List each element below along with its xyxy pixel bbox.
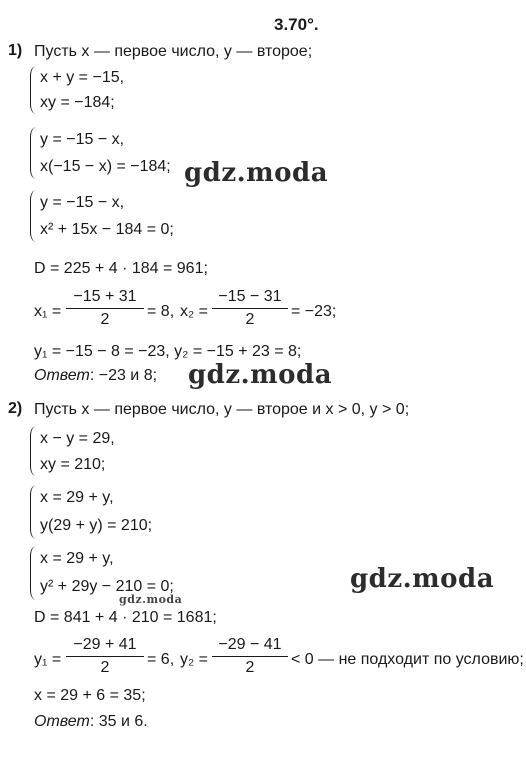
equation: xy = −184; (40, 94, 115, 111)
discriminant: D = 225 + 4 · 184 = 961; (34, 260, 208, 277)
x-value: x = 29 + 6 = 35; (34, 687, 146, 704)
root-fraction (66, 288, 144, 329)
root-result: = 8, (147, 303, 175, 320)
answer-label: Ответ (34, 713, 90, 730)
answer (34, 366, 157, 386)
denominator: 2 (100, 659, 110, 676)
numerator: −29 + 41 (66, 636, 144, 657)
watermark: gdz.moda (188, 360, 333, 390)
y-values: y₁ = −15 − 8 = −23, y₂ = −15 + 23 = 8; (34, 343, 302, 360)
system-brace (30, 190, 37, 242)
numerator: −15 − 31 (212, 288, 288, 309)
answer-value: : 35 и 6. (89, 713, 148, 730)
watermark: gdz.moda (184, 158, 329, 188)
equation: x(−15 − x) = −184; (40, 158, 171, 175)
equation: xy = 210; (40, 456, 106, 473)
watermark: gdz.moda (350, 564, 495, 594)
equation: x = 29 + y, (40, 550, 114, 567)
equation: x + y = −15, (40, 69, 125, 86)
root-fraction (212, 288, 288, 329)
exercise-number: 3.70°. (274, 15, 319, 34)
root-result: = −23; (291, 303, 337, 320)
system-brace (30, 66, 37, 114)
equation: y = −15 − x, (40, 194, 125, 211)
numerator: −15 + 31 (66, 288, 144, 309)
root-result: = 6, (147, 651, 175, 668)
root-fraction (212, 636, 288, 677)
watermark: gdz.moda (119, 593, 183, 606)
denominator: 2 (245, 311, 255, 328)
part-2-intro: Пусть x — первое число, y — второе и x > 0, y > 0; (34, 401, 410, 418)
root-fraction (66, 636, 144, 677)
denominator: 2 (100, 311, 110, 328)
equation: y² + 29y − 210 = 0; (40, 578, 174, 595)
root-lhs: y₂ = (180, 651, 208, 668)
equation: x = 29 + y, (40, 489, 114, 506)
root-lhs: x₂ = (180, 303, 208, 320)
root-lhs: x₁ = (34, 303, 62, 320)
system-brace (30, 426, 37, 476)
equation: y = −15 − x, (40, 131, 125, 148)
system-brace (30, 127, 37, 179)
part-1-intro: Пусть x — первое число, y — второе; (34, 43, 313, 60)
equation: y(29 + y) = 210; (40, 517, 153, 534)
part-2-number: 2) (8, 400, 23, 417)
equation: x² + 15x − 184 = 0; (40, 221, 174, 238)
numerator: −29 − 41 (212, 636, 288, 657)
root-lhs: y₁ = (34, 651, 62, 668)
answer (34, 712, 148, 732)
root-result: < 0 — не подходит по условию; (291, 651, 524, 668)
answer-value: : −23 и 8; (89, 367, 158, 384)
discriminant: D = 841 + 4 · 210 = 1681; (34, 609, 217, 626)
equation: x − y = 29, (40, 430, 115, 447)
denominator: 2 (245, 659, 255, 676)
system-brace (30, 485, 37, 539)
part-1-number: 1) (8, 42, 23, 59)
answer-label: Ответ (34, 367, 90, 384)
system-brace (30, 546, 37, 600)
